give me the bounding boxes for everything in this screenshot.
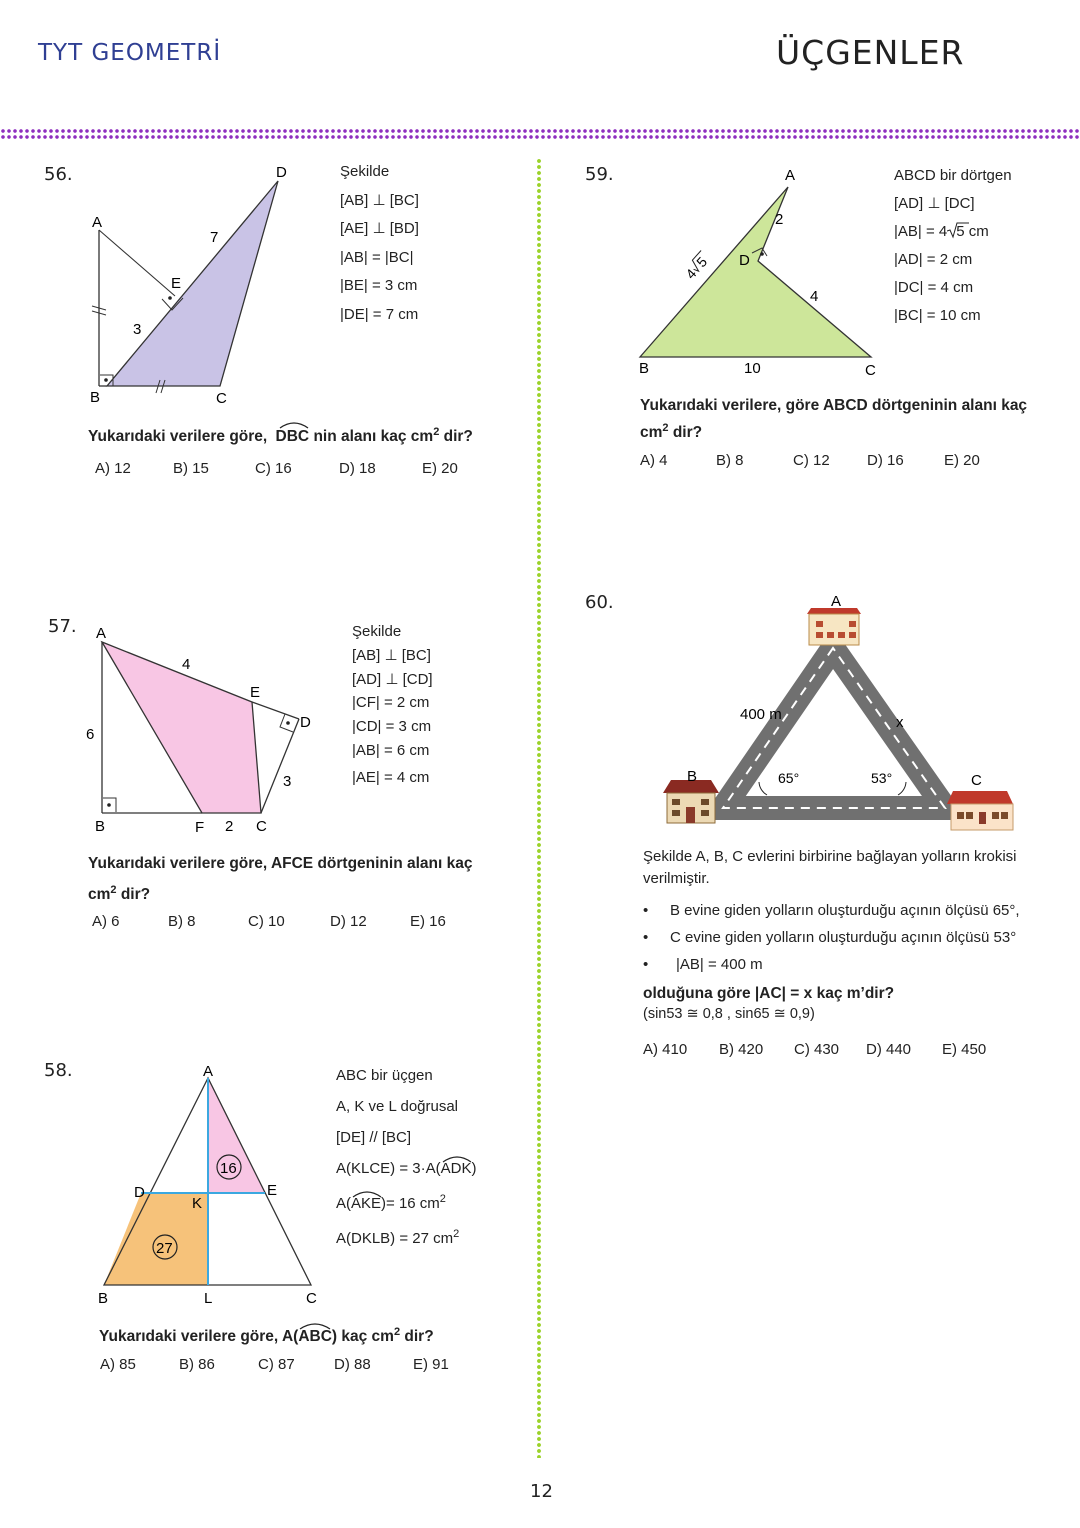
- q59-given-item: |AB| = 4 5 cm: [894, 223, 989, 240]
- q57-question: Yukarıdaki verilere göre, AFCE dörtgeninin alanı kaç $cm^2$ dir?: [88, 855, 473, 904]
- q60-option[interactable]: D) 440: [866, 1041, 912, 1058]
- q58-label-e: E: [267, 1182, 278, 1199]
- q57-label-c: C: [256, 818, 267, 835]
- q56-option[interactable]: B) 15: [173, 460, 209, 477]
- q56-given-item: |AB| = |BC|: [340, 248, 414, 266]
- q58-number: 58.: [44, 1060, 73, 1081]
- chapter-title: ÜÇGENLER: [776, 33, 965, 72]
- q58-option[interactable]: D) 88: [334, 1356, 371, 1373]
- q57-label-b: B: [95, 818, 106, 835]
- q56-given-item: |DE| = 7 cm: [340, 305, 419, 323]
- q56-given-item: [AB] ⊥ [BC]: [340, 191, 419, 209]
- q59-option[interactable]: E) 20: [944, 452, 980, 469]
- q57-label-e: E: [250, 684, 261, 701]
- q57-option[interactable]: B) 8: [168, 913, 196, 930]
- q56-option[interactable]: E) 20: [422, 460, 458, 477]
- q57-given-item: |AB| = 6 cm: [352, 741, 430, 759]
- q60-option[interactable]: E) 450: [942, 1041, 987, 1058]
- q59-figure: [630, 160, 890, 385]
- q58-question-triangle: ABC: [298, 1328, 332, 1346]
- q60-number: 60.: [585, 592, 614, 613]
- q60-intro: Şekilde A, B, C evlerini birbirine bağlayan yolların krokisi verilmiştir.: [643, 848, 1017, 887]
- q56-label-e: E: [171, 275, 182, 292]
- q57-label-f: F: [195, 819, 205, 836]
- q58-option[interactable]: A) 85: [100, 1356, 136, 1373]
- page-number: 12: [530, 1481, 553, 1502]
- q60-label-ab: 400 m: [740, 706, 782, 723]
- q56-option[interactable]: D) 18: [339, 460, 376, 477]
- q59-question: Yukarıdaki verilere, göre ABCD dörtgeninin alanı kaç $cm^2$ dir?: [640, 397, 1028, 442]
- q56-figure: [80, 158, 320, 413]
- q56-question-triangle: DBC: [275, 428, 310, 446]
- q56-given-item: [AE] ⊥ [BD]: [340, 220, 419, 237]
- q59-option[interactable]: B) 8: [716, 452, 744, 469]
- q58-given-item: A(DKLB) = 27 $cm^2$: [336, 1228, 460, 1247]
- q57-number: 57.: [48, 616, 77, 637]
- q58-option[interactable]: C) 87: [258, 1356, 295, 1373]
- q60-figure: [655, 588, 1025, 838]
- q57-option[interactable]: C) 10: [248, 913, 285, 930]
- q60-house-c: [947, 791, 1013, 830]
- q60-label-b: B: [687, 768, 698, 785]
- q60-option[interactable]: B) 420: [719, 1041, 764, 1058]
- q59-label-ab: [682, 250, 713, 282]
- q57-given-item: [AB] ⊥ [BC]: [352, 646, 431, 664]
- q59-number: 59.: [585, 164, 614, 185]
- q57-label-d: D: [300, 714, 311, 731]
- q59-label-d: D: [739, 252, 750, 269]
- q57-label-cd: 3: [283, 773, 292, 790]
- q58-figure: [90, 1060, 330, 1310]
- q56-given-item: Şekilde: [340, 163, 390, 180]
- q56-label-b: B: [90, 389, 101, 406]
- q57-given-item: |AE| = 4 cm: [352, 768, 430, 786]
- column-dotted-divider: [536, 158, 542, 1458]
- q57-option[interactable]: E) 16: [410, 913, 446, 930]
- q57-given-item: |CD| = 3 cm: [352, 718, 432, 736]
- q60-label-angle-b: 65°: [778, 770, 800, 786]
- q59-label-c: C: [865, 362, 876, 379]
- q57-label-fc: 2: [225, 818, 234, 835]
- svg-text:4: 4: [682, 265, 700, 283]
- q58-area-16: 16: [220, 1160, 237, 1177]
- q59-given-item: |DC| = 4 cm: [894, 279, 974, 296]
- q57-given-item: |CF| = 2 cm: [352, 694, 430, 712]
- q56-number: 56.: [44, 164, 73, 185]
- q59-label-ad: 2: [775, 211, 784, 228]
- q60-question: olduğuna göre |AC| = x kaç m’dir?: [643, 985, 895, 1002]
- q56-label-c: C: [216, 390, 227, 407]
- q60-bullet: • |AB| = 400 m: [643, 956, 763, 973]
- q56-option[interactable]: A) 12: [95, 460, 131, 477]
- q59-quad-abcd: [640, 187, 871, 357]
- q60-label-c: C: [971, 772, 982, 789]
- q58-option[interactable]: B) 86: [179, 1356, 215, 1373]
- q59-option[interactable]: D) 16: [867, 452, 904, 469]
- q60-label-ac: x: [896, 714, 904, 731]
- q57-given-list: [352, 620, 433, 790]
- q60-label-angle-c: 53°: [871, 770, 893, 786]
- q58-label-a: A: [203, 1063, 214, 1080]
- q60-option[interactable]: C) 430: [794, 1041, 840, 1058]
- q58-label-b: B: [98, 1290, 109, 1307]
- q57-label-a: A: [96, 625, 107, 642]
- q59-given-item: [AD] ⊥ [DC]: [894, 195, 975, 212]
- q58-question: Yukarıdaki verilere göre, A( ABC) kaç $cm^2$ dir?: [99, 1326, 434, 1346]
- q59-given-item: |BC| = 10 cm: [894, 307, 981, 324]
- q59-label-bc: 10: [744, 360, 761, 377]
- q58-label-d: D: [134, 1184, 145, 1201]
- q56-triangle-dbc: [107, 181, 278, 386]
- q57-option[interactable]: D) 12: [330, 913, 367, 930]
- q56-option[interactable]: C) 16: [255, 460, 292, 477]
- q56-given-item: |BE| = 3 cm: [340, 277, 418, 294]
- q57-figure: [80, 620, 330, 840]
- q56-label-a: A: [92, 214, 103, 231]
- q56-label-de: 7: [210, 229, 219, 246]
- q56-given-list: [340, 158, 419, 329]
- q59-option[interactable]: A) 4: [640, 452, 668, 469]
- q60-hint: (sin53 ≅ 0,8 , sin65 ≅ 0,9): [643, 1006, 815, 1022]
- q57-option[interactable]: A) 6: [92, 913, 120, 930]
- q60-label-a: A: [831, 593, 842, 610]
- q58-option[interactable]: E) 91: [413, 1356, 449, 1373]
- q59-label-b: B: [639, 360, 650, 377]
- q58-given-item: A(KLCE) = 3·A( ADK): [336, 1153, 476, 1184]
- q59-label-dc: 4: [810, 288, 819, 305]
- q58-label-k: K: [192, 1195, 203, 1212]
- q59-option[interactable]: C) 12: [793, 452, 830, 469]
- q58-label-c: C: [306, 1290, 317, 1307]
- q60-bullet: • B evine giden yolların oluşturduğu açının ölçüsü 65°,: [643, 902, 1020, 919]
- q56-segment-ae: [99, 230, 175, 296]
- q58-given-item: A( AKE)= 16 $cm^2$: [336, 1193, 446, 1212]
- q58-given-list: [336, 1060, 476, 1254]
- q58-label-l: L: [204, 1290, 213, 1307]
- q57-label-ab: 6: [86, 726, 95, 743]
- q58-given-item: ABC bir üçgen: [336, 1067, 433, 1084]
- q60-house-b: [663, 780, 719, 823]
- q58-area-27: 27: [156, 1240, 173, 1257]
- q57-given-item: [AD] ⊥ [CD]: [352, 670, 433, 688]
- q56-question: Yukarıdaki verilere göre, DBC nin alanı kaç $cm^2$ dir?: [88, 420, 473, 449]
- q60-bullet: • C evine giden yolların oluşturduğu açının ölçüsü 53°: [643, 929, 1017, 946]
- q56-label-d: D: [276, 164, 287, 181]
- q58-given-item: A, K ve L doğrusal: [336, 1098, 459, 1115]
- q58-given-item: [DE] // [BC]: [336, 1129, 412, 1146]
- q56-label-be: 3: [133, 321, 142, 338]
- q59-given-list: [894, 162, 1012, 330]
- q59-given-item: ABCD bir dörtgen: [894, 167, 1012, 184]
- q57-given-item: Şekilde: [352, 623, 402, 640]
- q60-option[interactable]: A) 410: [643, 1041, 688, 1058]
- subject-title: TYT GEOMETRİ: [38, 40, 222, 66]
- q57-label-ae: 4: [182, 656, 191, 673]
- q59-given-item: |AD| = 2 cm: [894, 251, 973, 268]
- svg-text:5: 5: [693, 253, 711, 271]
- header-dotted-divider: [0, 128, 1080, 140]
- q59-label-a: A: [785, 167, 796, 184]
- q60-house-a: [807, 608, 861, 645]
